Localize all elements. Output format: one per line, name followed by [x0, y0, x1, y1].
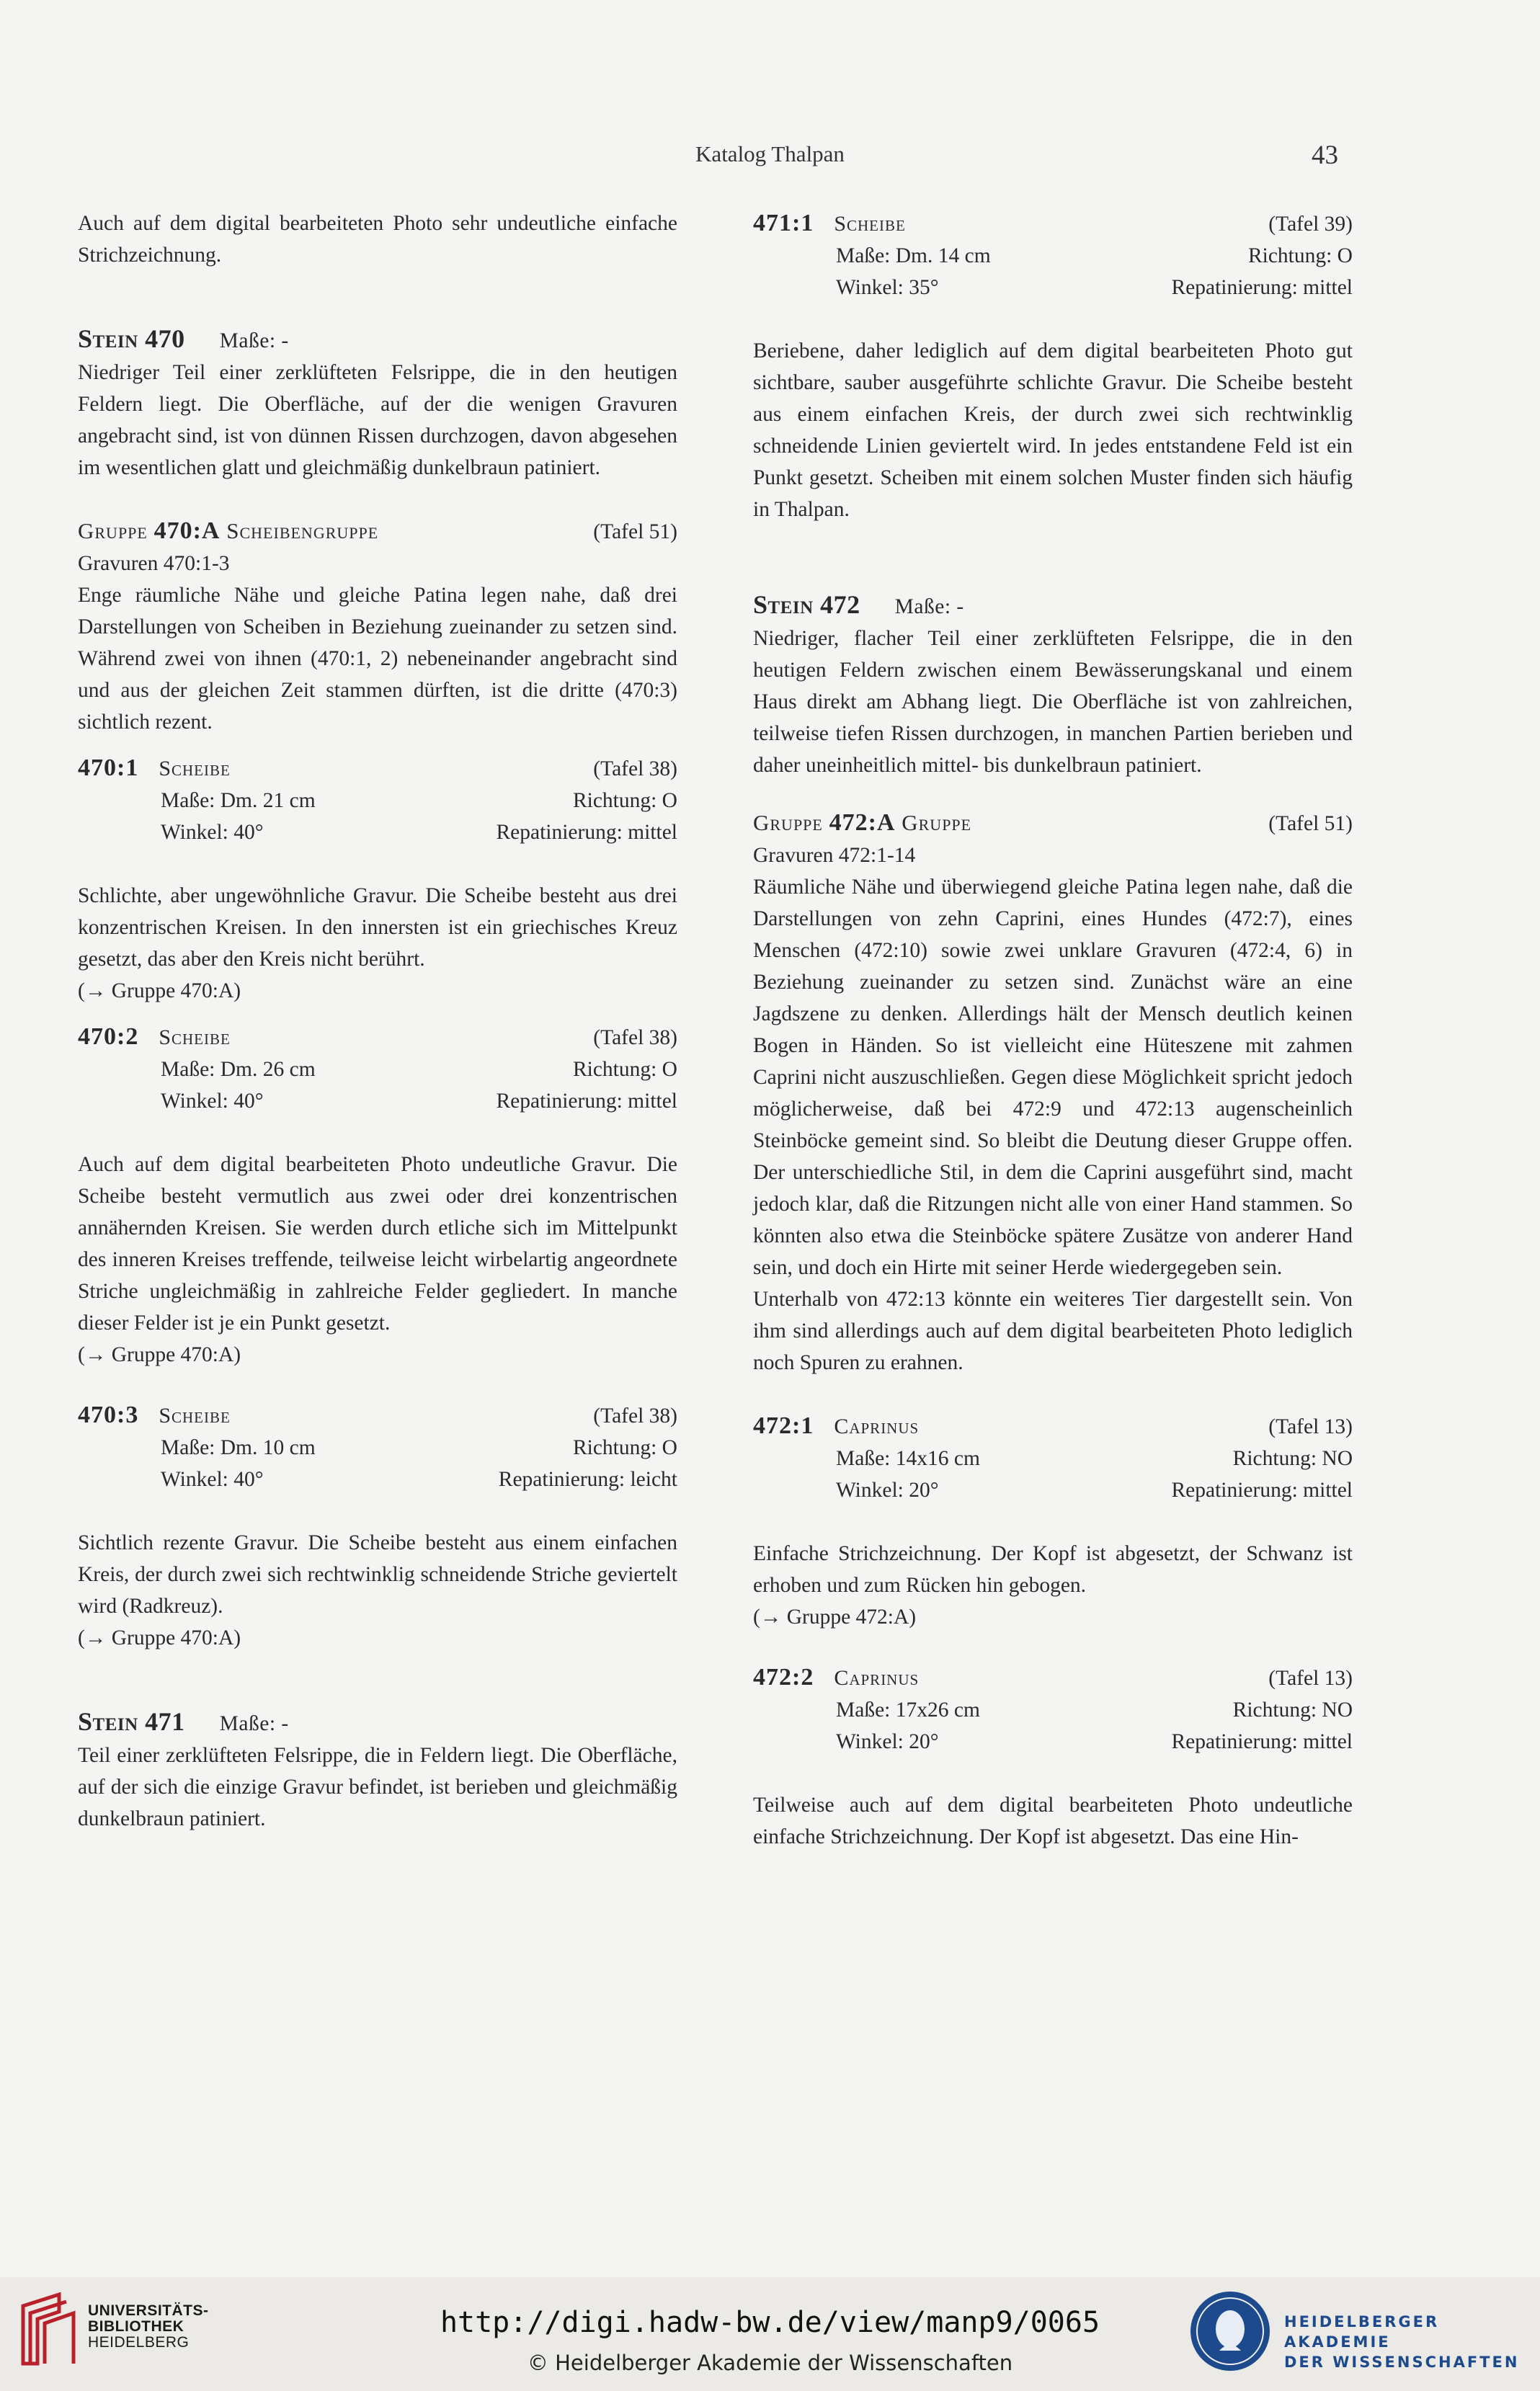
gruppe-470a-heading [78, 515, 677, 548]
stein-472-text: Niedriger, flacher Teil einer zerklüfteten Felsrippe, die in den heutigen Feldern zwischen einem Bewässerungskanal und einem Haus direkt am Abhang liegt. Die Oberfläche ist von zahlreichen, teilweise tiefen Rissen durchzogen, in manchen Partien berieben und daher uneinheitlich mittel- bis dunkelbraun patiniert. [753, 627, 1353, 777]
stein-471-text: Teil einer zerklüfteten Felsrippe, die in Feldern liegt. Die Oberfläche, auf der sich die einzige Gravur befindet, ist berieben und gleichmäßig dunkelbraun patiniert. [78, 1744, 677, 1830]
gruppe-name: Gruppe [902, 810, 972, 835]
entry-tafel: (Tafel 38) [593, 1026, 677, 1049]
entry-winkel: Winkel: 40° [161, 1090, 264, 1113]
entry-repatinierung: Repatinierung: leicht [498, 1468, 677, 1491]
entry-richtung: Richtung: NO [1232, 1447, 1353, 1470]
entry-masse: Maße: Dm. 26 cm [161, 1058, 316, 1081]
entry-471-1-heading [753, 208, 1353, 240]
entry-number: 471:1 [753, 210, 814, 236]
gruppe-470a-gravuren: Gravuren 470:1-3 [78, 552, 230, 575]
gruppe-prefix: Gruppe [753, 810, 823, 835]
entry-tafel: (Tafel 13) [1268, 1667, 1353, 1690]
entry-tafel: (Tafel 13) [1268, 1415, 1353, 1438]
entry-tafel: (Tafel 39) [1268, 213, 1353, 236]
academy-line-2: DER WISSENSCHAFTEN [1284, 2354, 1520, 2371]
gruppe-number: 470:A [153, 517, 221, 544]
stein-472-title: Stein 472 [753, 590, 860, 619]
intro-paragraph: Auch auf dem digital bearbeiteten Photo sehr undeutliche einfache Strichzeichnung. [78, 212, 677, 267]
entry-richtung: Richtung: NO [1232, 1698, 1353, 1722]
entry-richtung: Richtung: O [572, 1058, 677, 1081]
entry-winkel: Winkel: 35° [836, 276, 939, 299]
running-title: Katalog Thalpan [695, 141, 845, 166]
stein-471-masse: Maße: - [219, 1712, 289, 1735]
entry-470-1-text: Schlichte, aber ungewöhnliche Gravur. Die Scheibe besteht aus drei konzentrischen Kreisen. In den innersten ist ein griechisches Kreuz gesetzt, das aber den Kreis nicht berührt. [78, 884, 677, 971]
entry-winkel: Winkel: 40° [161, 821, 264, 844]
entry-472-1-winkel-row [753, 1474, 1353, 1506]
gruppe-472a-heading [753, 807, 1353, 840]
entry-type: Caprinus [834, 1666, 920, 1690]
entry-richtung: Richtung: O [572, 789, 677, 812]
entry-type: Scheibe [159, 1404, 231, 1428]
entry-masse: Maße: Dm. 14 cm [836, 244, 991, 267]
entry-470-3-masse-row [78, 1432, 677, 1464]
gruppe-470a-tafel: (Tafel 51) [593, 520, 677, 543]
left-column [78, 208, 677, 1835]
entry-richtung: Richtung: O [572, 1436, 677, 1459]
gruppe-number: 472:A [829, 809, 896, 836]
academy-line-1: HEIDELBERGER AKADEMIE [1284, 2313, 1440, 2351]
entry-repatinierung: Repatinierung: mittel [1171, 276, 1353, 299]
stein-470-heading [78, 323, 677, 357]
entry-472-1-masse-row [753, 1443, 1353, 1474]
entry-tafel: (Tafel 38) [593, 1404, 677, 1428]
entry-470-3-ref: (→ Gruppe 470:A) [78, 1626, 241, 1649]
gruppe-470a-text: Enge räumliche Nähe und gleiche Patina legen nahe, daß drei Darstellungen von Scheiben in Beziehung zueinander zu setzen sind. Während zwei von ihnen (470:1, 2) nebeneinander angebracht sind und aus der gleichen Zeit stammen dürften, ist die dritte (470:3) sichtlich rezent. [78, 584, 677, 734]
entry-472-1-heading [753, 1410, 1353, 1443]
entry-number: 470:2 [78, 1023, 139, 1050]
entry-number: 472:1 [753, 1412, 814, 1439]
entry-470-3-heading [78, 1399, 677, 1432]
entry-winkel: Winkel: 40° [161, 1468, 264, 1491]
entry-472-2-heading [753, 1662, 1353, 1694]
entry-470-2-ref: (→ Gruppe 470:A) [78, 1343, 241, 1366]
stein-470-masse: Maße: - [219, 329, 289, 352]
entry-471-1-masse-row [753, 240, 1353, 272]
gruppe-472a-gravuren: Gravuren 472:1-14 [753, 844, 916, 867]
entry-masse: Maße: 14x16 cm [836, 1447, 980, 1470]
entry-number: 470:1 [78, 754, 139, 781]
entry-472-1-text: Einfache Strichzeichnung. Der Kopf ist abgesetzt, der Schwanz ist erhoben und zum Rücken hin gebogen. [753, 1542, 1353, 1597]
entry-470-1-winkel-row [78, 816, 677, 848]
entry-type: Scheibe [834, 212, 906, 236]
right-column [753, 208, 1353, 1853]
entry-472-2-text: Teilweise auch auf dem digital bearbeiteten Photo undeutliche einfache Strichzeichnung. Der Kopf ist abgesetzt. Das eine Hin- [753, 1794, 1353, 1848]
entry-470-1-heading [78, 752, 677, 785]
entry-type: Caprinus [834, 1415, 920, 1438]
entry-type: Scheibe [159, 1025, 231, 1049]
entry-472-1-ref: (→ Gruppe 472:A) [753, 1606, 917, 1629]
gruppe-prefix: Gruppe [78, 518, 148, 543]
entry-471-1-text: Beriebene, daher lediglich auf dem digital bearbeiteten Photo gut sichtbare, sauber ausgeführte schlichte Gravur. Die Scheibe besteht aus einem einfachen Kreis, der durch zwei sich rechtwinklig schneidende Linien geviertelt wird. In jedes entstandene Feld ist ein Punkt gesetzt. Scheiben mit einem solchen Muster finden sich häufig in Thalpan. [753, 339, 1353, 521]
entry-tafel: (Tafel 38) [593, 757, 677, 780]
gruppe-472a-tafel: (Tafel 51) [1268, 812, 1353, 835]
entry-repatinierung: Repatinierung: mittel [1171, 1730, 1353, 1753]
stein-471-title: Stein 471 [78, 1707, 185, 1736]
entry-470-2-text: Auch auf dem digital bearbeiteten Photo undeutliche Gravur. Die Scheibe besteht vermutlich aus zwei oder drei konzentrischen annähernden Kreisen. Sie werden durch etliche sich im Mittelpunkt des inneren Kreises treffende, teilweise leicht wirbelartig angeordnete Striche ungleichmäßig in zahlreiche Felder gegliedert. In manche dieser Felder ist je ein Punkt gesetzt. [78, 1153, 677, 1335]
stein-471-heading [78, 1706, 677, 1740]
entry-470-1-ref: (→ Gruppe 470:A) [78, 979, 241, 1002]
entry-471-1-winkel-row [753, 272, 1353, 303]
entry-masse: Maße: 17x26 cm [836, 1698, 980, 1722]
entry-number: 472:2 [753, 1664, 814, 1691]
ub-line-3: HEIDELBERG [88, 2334, 190, 2351]
ub-line-2: BIBLIOTHEK [88, 2318, 184, 2335]
entry-470-1-masse-row [78, 785, 677, 816]
stein-472-heading [753, 589, 1353, 623]
gruppe-name: Scheibengruppe [226, 518, 379, 543]
academy-name [1284, 2312, 1540, 2372]
gruppe-472a-text2: Unterhalb von 472:13 könnte ein weiteres Tier dargestellt sein. Von ihm sind allerdings auch auf dem digital bearbeiteten Photo lediglich noch Spuren zu erahnen. [753, 1288, 1353, 1374]
entry-repatinierung: Repatinierung: mittel [1171, 1479, 1353, 1502]
entry-type: Scheibe [159, 757, 231, 780]
academy-seal-icon [1188, 2289, 1273, 2374]
entry-richtung: Richtung: O [1247, 244, 1353, 267]
entry-470-2-heading [78, 1021, 677, 1054]
entry-masse: Maße: Dm. 21 cm [161, 789, 316, 812]
entry-repatinierung: Repatinierung: mittel [496, 1090, 677, 1113]
entry-470-3-winkel-row [78, 1464, 677, 1495]
entry-472-2-masse-row [753, 1694, 1353, 1726]
ub-line-1: UNIVERSITÄTS- [88, 2302, 209, 2319]
entry-470-3-text: Sichtlich rezente Gravur. Die Scheibe besteht aus einem einfachen Kreis, der durch zwei sich rechtwinklig schneidende Striche geviertelt wird (Radkreuz). [78, 1531, 677, 1618]
page-number: 43 [1312, 141, 1338, 170]
entry-repatinierung: Repatinierung: mittel [496, 821, 677, 844]
entry-470-2-winkel-row [78, 1085, 677, 1117]
stein-470-text: Niedriger Teil einer zerklüfteten Felsrippe, die in den heutigen Feldern liegt. Die Oberfläche, auf der die wenigen Gravuren angebracht sind, ist von dünnen Rissen durchzogen, davon abgesehen im wesentlichen glatt und gleichmäßig dunkelbraun patiniert. [78, 361, 677, 479]
permalink-link[interactable]: http://digi.hadw-bw.de/view/manp9/0065 [440, 2306, 1100, 2339]
gruppe-470a-title [78, 515, 378, 547]
stein-472-masse: Maße: - [894, 595, 964, 618]
stein-470-title: Stein 470 [78, 324, 185, 353]
copyright-notice: © Heidelberger Akademie der Wissenschaften [527, 2351, 1013, 2375]
gruppe-472a-text: Räumliche Nähe und überwiegend gleiche Patina legen nahe, daß die Darstellungen von zehn Caprini, eines Hundes (472:7), eines Menschen (472:10) sowie zwei unklare Gravuren (472:4, 6) in Beziehung zueinander zu setzen sind. Zunächst wäre an eine Jagdszene zu denken. Allerdings hält der Mensch deutlich keinen Bogen in Händen. So ist vielleicht eine Hüteszene mit zahmen Caprini nicht auszuschließen. Gegen diese Möglichkeit spricht jedoch möglicherweise, daß bei 472:9 und 472:13 augenscheinlich Steinböcke gemeint sind. So bleibt die Deutung dieser Gruppe offen. Der unterschiedliche Stil, in dem die Caprini ausgeführt sind, macht jedoch klar, daß die Ritzungen nicht alle von einer Hand stammen. So könnten also etwa die Steinböcke spätere Zusätze von anderer Hand sein, und doch ein Hirte mit seiner Herde wiedergegeben sein. [753, 876, 1353, 1279]
entry-number: 470:3 [78, 1402, 139, 1428]
gruppe-472a-title [753, 807, 971, 839]
entry-winkel: Winkel: 20° [836, 1730, 939, 1753]
entry-winkel: Winkel: 20° [836, 1479, 939, 1502]
entry-472-2-winkel-row [753, 1726, 1353, 1758]
entry-470-2-masse-row [78, 1054, 677, 1085]
entry-masse: Maße: Dm. 10 cm [161, 1436, 316, 1459]
